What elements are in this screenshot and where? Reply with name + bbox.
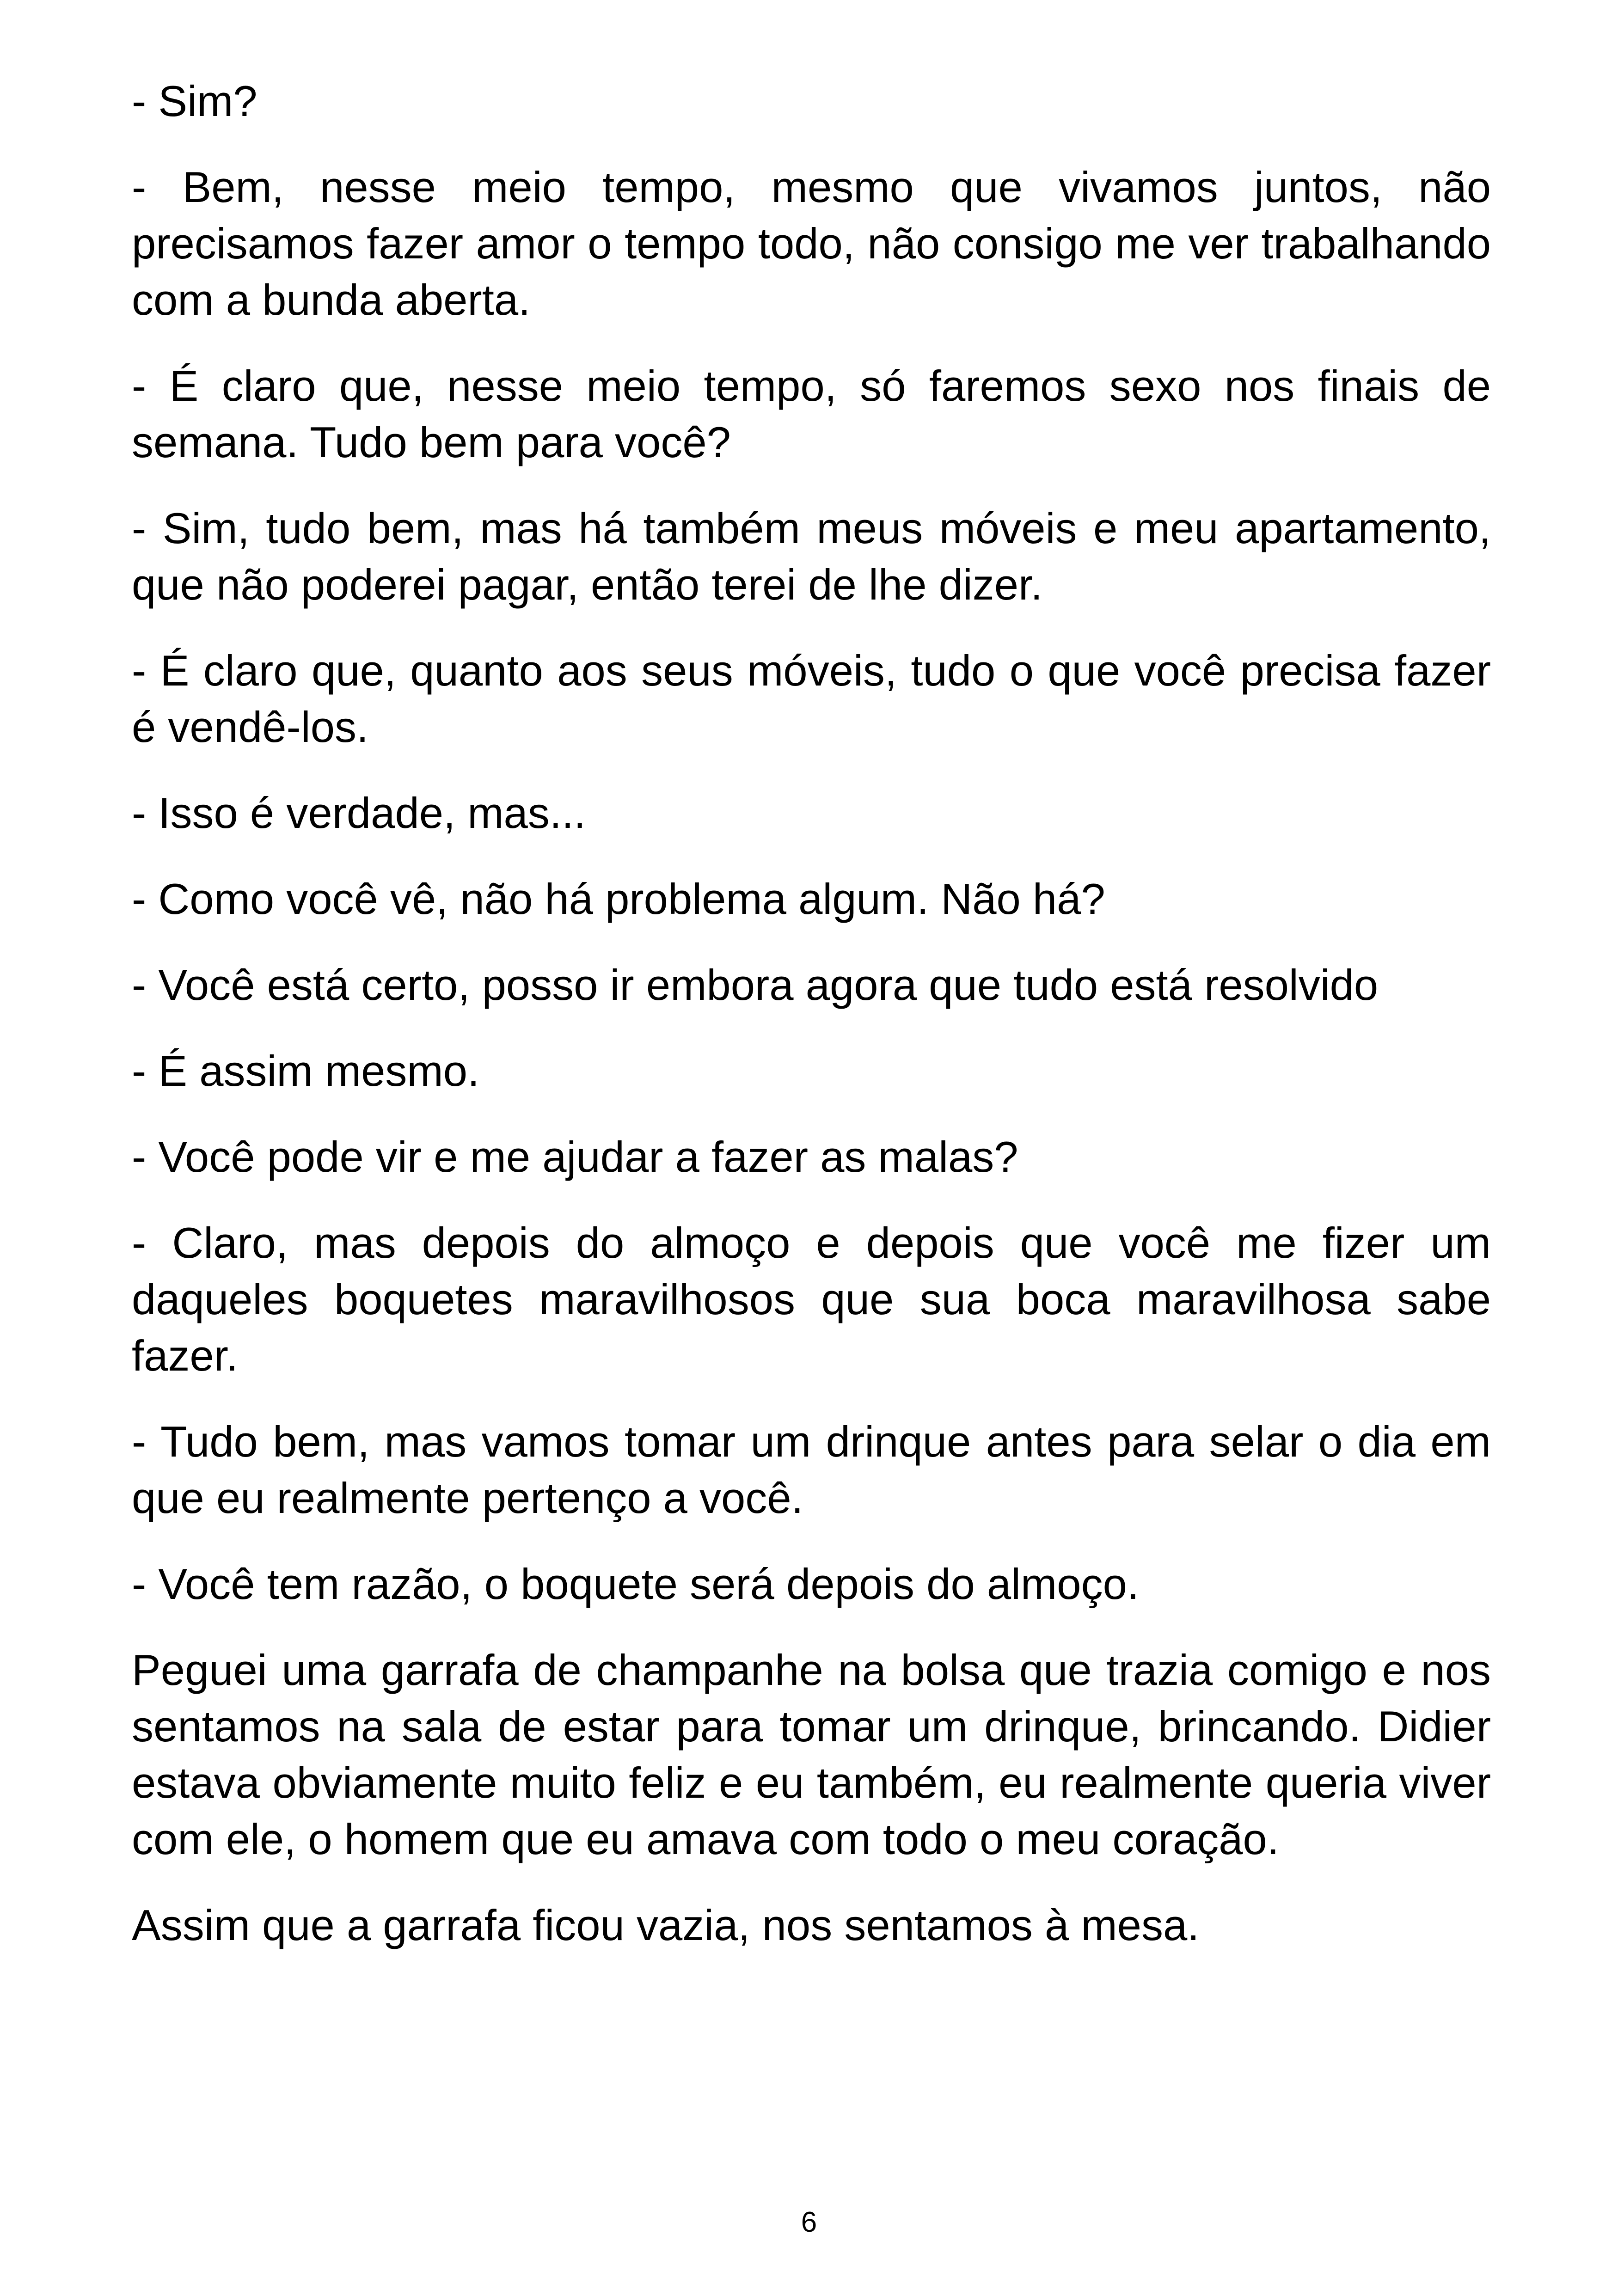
- paragraph: - Sim, tudo bem, mas há também meus móveis e meu apartamento, que não poderei pagar, então terei de lhe dizer.: [132, 504, 1491, 609]
- paragraph: - Claro, mas depois do almoço e depois que você me fizer um daqueles boquetes maravilhosos que sua boca maravilhosa sabe fazer.: [132, 1218, 1491, 1380]
- paragraph: - Como você vê, não há problema algum. Não há?: [132, 875, 1105, 923]
- paragraph: - Isso é verdade, mas...: [132, 789, 586, 837]
- paragraph: - Tudo bem, mas vamos tomar um drinque antes para selar o dia em que eu realmente pertenço a você.: [132, 1417, 1491, 1522]
- paragraph: - Bem, nesse meio tempo, mesmo que vivamos juntos, não precisamos fazer amor o tempo todo, não consigo me ver trabalhando com a bunda aberta.: [132, 163, 1491, 324]
- paragraph: - Você está certo, posso ir embora agora que tudo está resolvido: [132, 961, 1379, 1009]
- paragraph: - É claro que, quanto aos seus móveis, tudo o que você precisa fazer é vendê-los.: [132, 646, 1491, 751]
- paragraph: - É assim mesmo.: [132, 1047, 480, 1095]
- paragraph: Assim que a garrafa ficou vazia, nos sentamos à mesa.: [132, 1901, 1200, 1949]
- page-body: [132, 73, 1491, 1983]
- page-number: 6: [801, 2206, 817, 2238]
- paragraph: - É claro que, nesse meio tempo, só faremos sexo nos finais de semana. Tudo bem para você?: [132, 361, 1491, 466]
- paragraph: - Sim?: [132, 77, 257, 125]
- paragraph: - Você pode vir e me ajudar a fazer as malas?: [132, 1133, 1018, 1181]
- paragraph: Peguei uma garrafa de champanhe na bolsa que trazia comigo e nos sentamos na sala de estar para tomar um drinque, brincando. Didier estava obviamente muito feliz e eu também, eu realmente queria viver com ele, o homem que eu amava com todo o meu coração.: [132, 1646, 1491, 1863]
- paragraph: - Você tem razão, o boquete será depois do almoço.: [132, 1560, 1139, 1608]
